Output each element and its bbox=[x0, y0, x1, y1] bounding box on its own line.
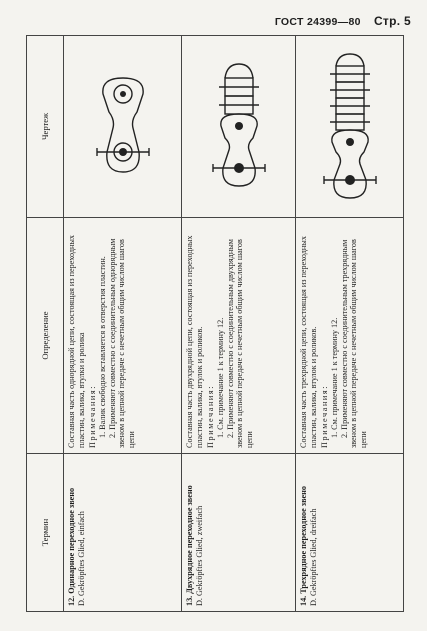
definition-cell bbox=[182, 218, 296, 454]
column-header-term: Термин bbox=[27, 454, 64, 612]
term-russian: Двухрядное переходное звено bbox=[185, 485, 194, 594]
note-item: 1. Валик свободно вставляется в отверстия пластин. bbox=[98, 256, 108, 438]
notes-heading: Примечания: bbox=[88, 384, 98, 448]
page-header bbox=[275, 14, 411, 28]
page-number: Стр. 5 bbox=[373, 14, 411, 28]
note-item: 2. Применяют совместно с соединительным однорядным звеном в цепной передаче с нечетным общим числом шагов цепи bbox=[107, 238, 137, 448]
column-header-definition: Определение bbox=[27, 218, 64, 454]
term-russian: Трехрядное переходное звено bbox=[299, 486, 308, 594]
triple-cranked-link-icon bbox=[310, 47, 390, 207]
term-cell bbox=[64, 454, 182, 612]
term-russian: Одинарное переходное звено bbox=[67, 487, 76, 594]
column-header-figure: Чертеж bbox=[27, 36, 64, 218]
definition-text: Составная часть трехрядной цепи, состоящая из переходных пластин, валика, втулок и роликов. bbox=[299, 236, 318, 448]
figure-cell bbox=[64, 36, 182, 218]
note-item: 2. Применяют совместно с соединительным двухрядным звеном в цепной передаче с нечетным общим числом шагов цепи bbox=[225, 239, 255, 448]
note-item: 1. См. примечание 1 к термину 12. bbox=[330, 317, 340, 438]
standard-number: ГОСТ 24399—80 bbox=[274, 16, 361, 28]
definition-text: Составная часть однорядной цепи, состоящая из переходных пластин, валика, втулки и ролика bbox=[67, 234, 86, 448]
terms-table bbox=[26, 35, 404, 612]
definition-cell bbox=[64, 218, 182, 454]
term-cell bbox=[182, 454, 296, 612]
double-cranked-link-icon bbox=[199, 57, 279, 197]
rotated-table-wrapper bbox=[26, 36, 404, 612]
definition-cell bbox=[296, 218, 404, 454]
definition-text: Составная часть двухрядной цепи, состоящая из переходных пластин, валика, втулок и роликов. bbox=[185, 235, 204, 448]
table-row bbox=[182, 36, 296, 612]
single-cranked-link-icon bbox=[83, 67, 163, 187]
term-number: 14. bbox=[299, 595, 308, 606]
term-german: D. Gekröpftes Glied, zweifach bbox=[194, 505, 204, 606]
table-row bbox=[296, 36, 404, 612]
term-german: D. Gekröpftes Glied, dreifach bbox=[308, 508, 318, 606]
term-number: 12. bbox=[67, 595, 76, 606]
table-header-row bbox=[27, 36, 64, 612]
note-item: 2. Применяют совместно с соединительным трехрядным звеном в цепной передаче с нечетным общим числом шагов цепи bbox=[339, 239, 369, 448]
notes-heading: Примечания: bbox=[206, 384, 216, 448]
note-item: 1. См. примечание 1 к термину 12. bbox=[216, 317, 226, 438]
term-cell bbox=[296, 454, 404, 612]
notes-heading: Примечания: bbox=[320, 384, 330, 448]
figure-cell bbox=[296, 36, 404, 218]
table-row bbox=[64, 36, 182, 612]
figure-cell bbox=[182, 36, 296, 218]
term-german: D. Gekröpftes Glied, einfach bbox=[76, 511, 86, 606]
term-number: 13. bbox=[185, 595, 194, 606]
